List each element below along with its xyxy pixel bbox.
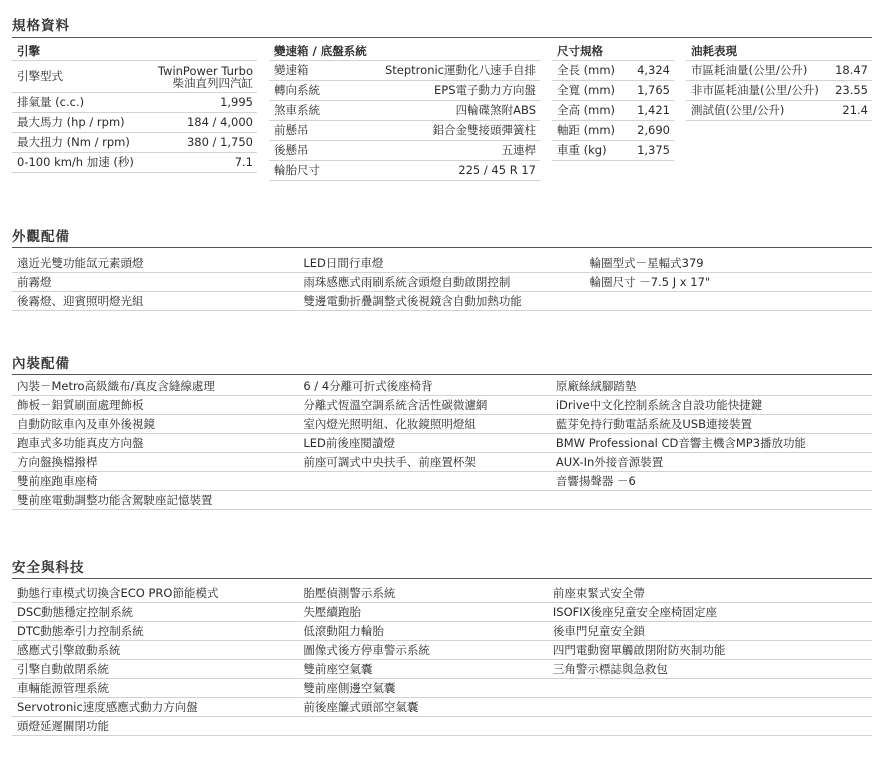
list-cell: 室內燈光照明組、化妝鏡照明燈組 bbox=[303, 417, 476, 431]
list-cell: DSC動態穩定控制系統 bbox=[17, 605, 134, 619]
list-cell: 動態行車模式切換含ECO PRO節能模式 bbox=[17, 586, 219, 600]
row-label: 排氣量 (c.c.) bbox=[17, 95, 85, 109]
list-cell bbox=[298, 491, 551, 509]
list-cell: 引擎自動啟閉系統 bbox=[17, 662, 109, 676]
spec-section-rule bbox=[12, 37, 872, 38]
row-value: 4,324 bbox=[637, 63, 670, 77]
row-value: 1,995 bbox=[220, 95, 253, 109]
list-cell: 四門電動窗單觸啟閉附防夾制功能 bbox=[552, 643, 726, 657]
safety-list bbox=[12, 584, 872, 736]
interior-section-rule bbox=[12, 374, 872, 375]
row-label: 最大馬力 (hp / rpm) bbox=[17, 115, 125, 129]
row-label: 後懸吊 bbox=[274, 143, 309, 157]
dimensions-header: 尺寸規格 bbox=[557, 44, 603, 58]
row-value: 225 / 45 R 17 bbox=[458, 163, 536, 177]
row-label: 全高 (mm) bbox=[557, 103, 616, 117]
row-label: 軸距 (mm) bbox=[557, 123, 616, 137]
table-row bbox=[552, 80, 674, 100]
row-value: EPS電子動力方向盤 bbox=[434, 83, 536, 97]
row-label: 測試值(公里/公升) bbox=[691, 103, 785, 117]
table-row bbox=[269, 100, 540, 120]
row-value bbox=[158, 65, 253, 89]
list-cell: 後霧燈、迎賓照明燈光組 bbox=[17, 294, 144, 308]
list-item bbox=[12, 622, 872, 641]
list-cell: 輪圈型式－星輻式379 bbox=[589, 256, 704, 270]
exterior-list bbox=[12, 254, 872, 311]
list-cell: 飾板－鋁質刷面處理飾板 bbox=[17, 398, 144, 412]
row-value-line1: TwinPower Turbo bbox=[157, 63, 253, 78]
row-value: 1,765 bbox=[637, 83, 670, 97]
list-item bbox=[12, 491, 872, 510]
interior-list bbox=[12, 377, 872, 510]
list-cell: 前座束緊式安全帶 bbox=[552, 586, 645, 600]
row-value: 1,375 bbox=[637, 143, 670, 157]
row-label: 市區耗油量(公里/公升) bbox=[691, 63, 808, 77]
list-cell: 輪圈尺寸 －7.5 J x 17" bbox=[589, 275, 711, 289]
row-value: 四輪碟煞附ABS bbox=[455, 103, 536, 117]
row-value: 21.4 bbox=[842, 103, 868, 117]
list-cell bbox=[298, 717, 548, 735]
list-item bbox=[12, 679, 872, 698]
list-cell bbox=[298, 472, 551, 490]
row-value: 2,690 bbox=[637, 123, 670, 137]
row-label: 前懸吊 bbox=[274, 123, 309, 137]
table-row bbox=[552, 100, 674, 120]
list-cell: 6 / 4分離可折式後座椅背 bbox=[303, 379, 433, 393]
list-cell: 後車門兒童安全鎖 bbox=[552, 624, 645, 638]
list-cell: ISOFIX後座兒童安全座椅固定座 bbox=[552, 605, 718, 619]
list-item bbox=[12, 603, 872, 622]
list-cell: 感應式引擎啟動系統 bbox=[17, 643, 121, 657]
row-label: 變速箱 bbox=[274, 63, 309, 77]
list-item bbox=[12, 254, 872, 273]
row-label: 全長 (mm) bbox=[557, 63, 616, 77]
list-item bbox=[12, 396, 872, 415]
list-cell: AUX-In外接音源裝置 bbox=[555, 455, 664, 469]
table-row bbox=[552, 60, 674, 80]
row-value: 五連桿 bbox=[501, 143, 536, 157]
table-row bbox=[12, 132, 257, 152]
engine-header: 引擎 bbox=[17, 44, 40, 58]
list-cell: 雙前座跑車座椅 bbox=[17, 474, 98, 488]
list-item bbox=[12, 717, 872, 736]
list-cell: 雙前座電動調整功能含駕駛座記憶裝置 bbox=[17, 493, 213, 507]
list-cell: 自動防眩車內及車外後視鏡 bbox=[17, 417, 155, 431]
list-item bbox=[12, 472, 872, 491]
list-cell: LED前後座閱讀燈 bbox=[303, 436, 395, 450]
list-cell: 前座可調式中央扶手、前座置杯架 bbox=[303, 455, 476, 469]
row-value: 1,421 bbox=[637, 103, 670, 117]
transmission-header: 變速箱 / 底盤系統 bbox=[274, 44, 367, 58]
table-row bbox=[269, 60, 540, 80]
spec-section-title: 規格資料 bbox=[12, 18, 70, 34]
list-item bbox=[12, 584, 872, 603]
fuel-header: 油耗表現 bbox=[691, 44, 737, 58]
list-cell: 雙前座側邊空氣囊 bbox=[303, 681, 396, 695]
row-value: 23.55 bbox=[835, 83, 868, 97]
row-value: 380 / 1,750 bbox=[186, 135, 253, 149]
row-label: 最大扭力 (Nm / rpm) bbox=[17, 135, 130, 149]
list-cell: 分離式恆溫空調系統含活性碳微濾網 bbox=[303, 398, 488, 412]
row-value: 184 / 4,000 bbox=[186, 115, 253, 129]
list-cell: 跑車式多功能真皮方向盤 bbox=[17, 436, 144, 450]
transmission-table bbox=[269, 42, 540, 181]
list-cell: BMW Professional CD音響主機含MP3播放功能 bbox=[555, 436, 807, 450]
list-cell: 車輛能源管理系統 bbox=[17, 681, 109, 695]
list-cell bbox=[585, 292, 872, 310]
row-label: 全寬 (mm) bbox=[557, 83, 616, 97]
row-value: Steptronic運動化八速手自排 bbox=[384, 63, 536, 77]
list-cell: 胎壓偵測警示系統 bbox=[303, 586, 396, 600]
list-cell: 藍芽免持行動電話系統及USB連接裝置 bbox=[555, 417, 752, 431]
row-label: 引擎型式 bbox=[17, 69, 63, 83]
list-cell: 圖像式後方停車警示系統 bbox=[303, 643, 430, 657]
list-item bbox=[12, 377, 872, 396]
list-cell: 方向盤換檔撥桿 bbox=[17, 455, 98, 469]
list-cell: DTC動態牽引力控制系統 bbox=[17, 624, 144, 638]
row-value: 鋁合金雙接頭彈簧柱 bbox=[432, 123, 536, 137]
list-cell: 失壓續跑胎 bbox=[303, 605, 361, 619]
table-row bbox=[269, 80, 540, 100]
list-item bbox=[12, 434, 872, 453]
table-row bbox=[552, 120, 674, 140]
exterior-section-rule bbox=[12, 247, 872, 248]
list-item bbox=[12, 415, 872, 434]
row-label: 車重 (kg) bbox=[557, 143, 607, 157]
list-cell: LED日間行車燈 bbox=[303, 256, 384, 270]
row-value: 18.47 bbox=[835, 63, 868, 77]
table-row bbox=[269, 120, 540, 140]
list-cell bbox=[548, 717, 872, 735]
row-value: 7.1 bbox=[234, 155, 253, 169]
list-cell: 原廠絲絨腳踏墊 bbox=[555, 379, 637, 393]
list-item bbox=[12, 292, 872, 311]
list-cell: 三角警示標誌與急救包 bbox=[552, 662, 668, 676]
row-label: 轉向系統 bbox=[274, 83, 320, 97]
table-row bbox=[12, 60, 257, 92]
list-cell: 頭燈延遲關閉功能 bbox=[17, 719, 109, 733]
list-cell: 前霧燈 bbox=[17, 275, 52, 289]
row-value-line2: 柴油直列四汽缸 bbox=[172, 75, 253, 90]
list-cell: Servotronic速度感應式動力方向盤 bbox=[17, 700, 198, 714]
list-cell bbox=[551, 491, 872, 509]
table-row bbox=[686, 60, 872, 80]
safety-section-rule bbox=[12, 578, 872, 579]
list-cell: 遠近光雙功能氙元素頭燈 bbox=[17, 256, 144, 270]
row-label: 0-100 km/h 加速 (秒) bbox=[17, 155, 134, 169]
table-row bbox=[12, 112, 257, 132]
list-cell: 雨珠感應式雨刷系統含頭燈自動啟閉控制 bbox=[303, 275, 511, 289]
row-label: 非市區耗油量(公里/公升) bbox=[691, 83, 819, 97]
dimensions-table bbox=[552, 42, 674, 161]
exterior-section-title: 外觀配備 bbox=[12, 229, 70, 245]
list-cell bbox=[548, 698, 872, 716]
list-cell: 低滾動阻力輪胎 bbox=[303, 624, 384, 638]
engine-table bbox=[12, 42, 257, 173]
list-cell bbox=[548, 679, 872, 697]
table-row bbox=[269, 160, 540, 181]
table-row bbox=[12, 92, 257, 112]
fuel-table bbox=[686, 42, 872, 121]
table-row bbox=[552, 140, 674, 161]
safety-section-title: 安全與科技 bbox=[12, 560, 85, 576]
list-item bbox=[12, 641, 872, 660]
list-cell: iDrive中文化控制系統含自設功能快捷鍵 bbox=[555, 398, 763, 412]
list-item bbox=[12, 660, 872, 679]
interior-section-title: 內裝配備 bbox=[12, 356, 70, 372]
list-cell: 音響揚聲器 －6 bbox=[555, 474, 636, 488]
table-row bbox=[12, 152, 257, 173]
list-cell: 雙邊電動折疊調整式後視鏡含自動加熱功能 bbox=[303, 294, 522, 308]
list-item bbox=[12, 453, 872, 472]
table-row bbox=[686, 100, 872, 121]
table-row bbox=[686, 80, 872, 100]
row-label: 輪胎尺寸 bbox=[274, 163, 320, 177]
list-cell: 前後座簾式頭部空氣囊 bbox=[303, 700, 419, 714]
row-label: 煞車系統 bbox=[274, 103, 320, 117]
list-cell: 雙前座空氣囊 bbox=[303, 662, 373, 676]
table-row bbox=[269, 140, 540, 160]
list-item bbox=[12, 273, 872, 292]
list-item bbox=[12, 698, 872, 717]
list-cell: 內裝－Metro高級織布/真皮含縫線處理 bbox=[17, 379, 215, 393]
